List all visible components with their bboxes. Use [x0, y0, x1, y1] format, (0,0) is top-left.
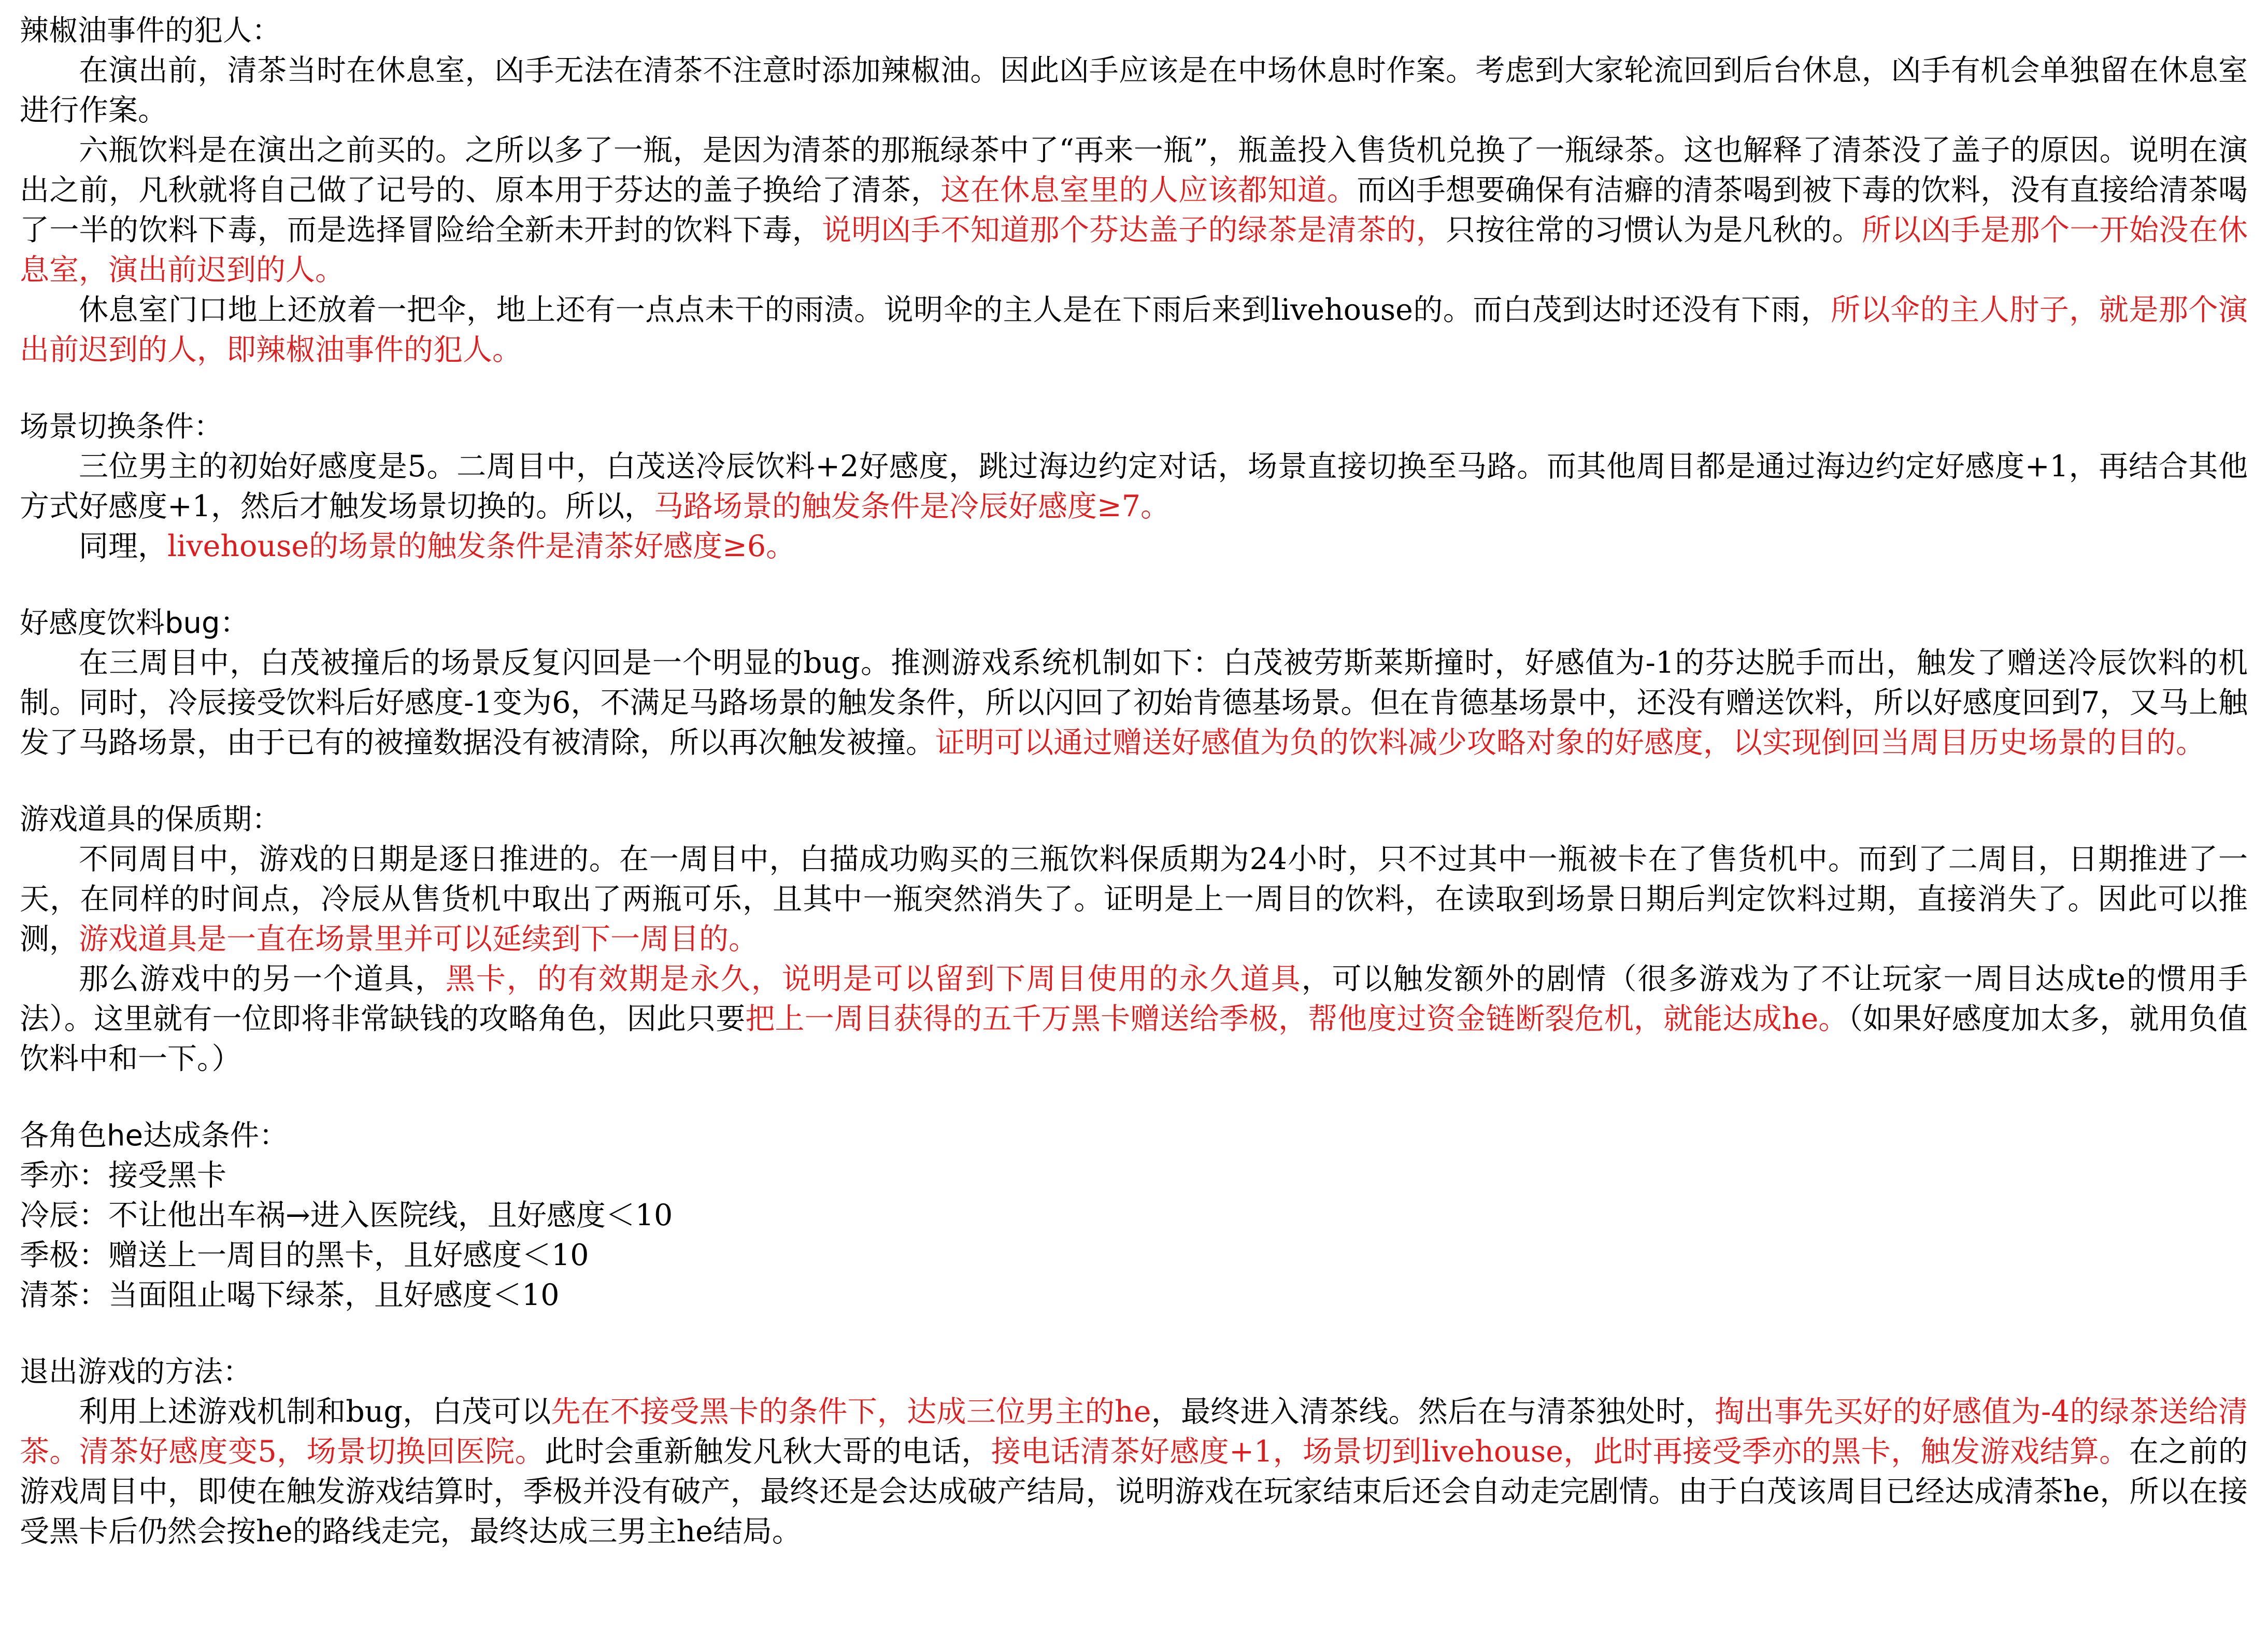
highlighted-text: 所以伞的主人肘子，就是那个演出前迟到的人，即辣椒油事件的犯人。 — [20, 293, 2248, 367]
condition-line: 季极：赠送上一周目的黑卡，且好感度＜10 — [20, 1238, 589, 1272]
condition-line: 清茶：当面阻止喝下绿茶，且好感度＜10 — [20, 1278, 560, 1312]
section — [20, 11, 2248, 370]
paragraph — [20, 527, 2248, 566]
body-text: 休息室门口地上还放着一把伞，地上还有一点点未干的雨渍。说明伞的主人是在下雨后来到livehouse的。而白茂到达时还没有下雨， — [79, 293, 1831, 327]
body-text: 六瓶饮料是在演出之前买的。之所以多了一瓶，是因为清茶的那瓶绿茶中了“再来一瓶”，瓶盖投入售货机兑换了一瓶绿茶。这也解释了清茶没了盖子的原因。说明在演出之前，凡秋就将自己做了记号的、原本用于芬达的盖子换给了清茶， — [20, 133, 2248, 207]
highlighted-text: 所以凶手是那个一开始没在休息室，演出前迟到的人。 — [20, 213, 2248, 287]
section-heading: 游戏道具的保质期： — [20, 803, 281, 836]
body-text: 利用上述游戏机制和bug，白茂可以 — [79, 1395, 551, 1429]
body-text: ，可以触发额外的剧情（很多游戏为了不让玩家一周目达成te的惯用手法）。这里就有一位即将非常缺钱的攻略角色，因此只要 — [20, 962, 2248, 1036]
paragraph — [20, 447, 2248, 527]
section-heading: 各角色he达成条件： — [20, 1119, 288, 1153]
section-heading: 好感度饮料bug： — [20, 606, 249, 640]
body-text: 在之前的游戏周目中，即使在触发游戏结算时，季极并没有破产，最终还是会达成破产结局，说明游戏在玩家结束后还会自动走完剧情。由于白茂该周目已经达成清茶he，所以在接受黑卡后仍然会按he的路线走完，最终达成三男主he结局。 — [20, 1435, 2248, 1549]
highlighted-text: 马路场景的触发条件是冷辰好感度≥7。 — [654, 489, 1171, 523]
section — [20, 1353, 2248, 1552]
paragraph — [20, 840, 2248, 959]
highlighted-text: 把上一周目获得的五千万黑卡赠送给季极，帮他度过资金链断裂危机，就能达成he。 — [745, 1002, 1848, 1036]
paragraph — [20, 290, 2248, 370]
document-body — [20, 11, 2248, 1589]
paragraph — [20, 643, 2248, 763]
section — [20, 604, 2248, 763]
body-text: 此时会重新触发凡秋大哥的电话， — [545, 1435, 991, 1469]
condition-line: 冷辰：不让他出车祸→进入医院线，且好感度＜10 — [20, 1198, 673, 1232]
highlighted-text: 掏出事先买好的好感值为-4的绿茶送给清茶。清茶好感度变5，场景切换回医院。 — [20, 1395, 2248, 1469]
body-text: 不同周目中，游戏的日期是逐日推进的。在一周目中，白描成功购买的三瓶饮料保质期为24小时，只不过其中一瓶被卡在了售货机中。而到了二周目，日期推进了一天，在同样的时间点，冷辰从售货机中取出了两瓶可乐，且其中一瓶突然消失了。证明是上一周目的饮料，在读取到场景日期后判定饮料过期，直接消失了。因此可以推测， — [20, 842, 2248, 956]
highlighted-text: 接电话清茶好感度+1，场景切到livehouse，此时再接受季亦的黑卡，触发游戏结算。 — [991, 1435, 2129, 1469]
section — [20, 800, 2248, 1079]
section-heading: 场景切换条件： — [20, 410, 223, 444]
highlighted-text: 游戏道具是一直在场景里并可以延续到下一周目的。 — [79, 922, 758, 956]
highlighted-text: 黑卡，的有效期是永久，说明是可以留到下周目使用的永久道具 — [445, 962, 1302, 996]
body-text: 在三周目中，白茂被撞后的场景反复闪回是一个明显的bug。推测游戏系统机制如下：白茂被劳斯莱斯撞时，好感值为-1的芬达脱手而出，触发了赠送冷辰饮料的机制。同时，冷辰接受饮料后好感度-1变为6，不满足马路场景的触发条件，所以闪回了初始肯德基场景。但在肯德基场景中，还没有赠送饮料，所以好感度回到7，又马上触发了马路场景，由于已有的被撞数据没有被清除，所以再次触发被撞。 — [20, 646, 2248, 760]
highlighted-text: 这在休息室里的人应该都知道。 — [940, 173, 1357, 207]
paragraph — [20, 131, 2248, 290]
highlighted-text: 说明凶手不知道那个芬达盖子的绿茶是清茶的， — [822, 213, 1446, 247]
body-text: 只按往常的习惯认为是凡秋的。 — [1446, 213, 1862, 247]
section — [20, 407, 2248, 566]
paragraph — [20, 51, 2248, 131]
body-text: 而凶手想要确保有洁癖的清茶喝到被下毒的饮料，没有直接给清茶喝了一半的饮料下毒，而是选择冒险给全新未开封的饮料下毒， — [20, 173, 2248, 247]
condition-line: 季亦：接受黑卡 — [20, 1158, 226, 1193]
highlighted-text: 证明可以通过赠送好感值为负的饮料减少攻略对象的好感度，以实现倒回当周目历史场景的目的。 — [935, 726, 2205, 760]
body-text: ，最终进入清茶线。然后在与清茶独处时， — [1151, 1395, 1715, 1429]
highlighted-text: livehouse的场景的触发条件是清茶好感度≥6。 — [167, 529, 796, 563]
highlighted-text: 先在不接受黑卡的条件下，达成三位男主的he — [551, 1395, 1151, 1429]
body-text: 那么游戏中的另一个道具， — [79, 962, 446, 996]
paragraph — [20, 1392, 2248, 1552]
section-heading: 辣椒油事件的犯人： — [20, 14, 281, 48]
paragraph — [20, 959, 2248, 1079]
body-text: 在演出前，清茶当时在休息室，凶手无法在清茶不注意时添加辣椒油。因此凶手应该是在中场休息时作案。考虑到大家轮流回到后台休息，凶手有机会单独留在休息室进行作案。 — [20, 53, 2248, 127]
body-text: 三位男主的初始好感度是5。二周目中，白茂送冷辰饮料+2好感度，跳过海边约定对话，场景直接切换至马路。而其他周目都是通过海边约定好感度+1，再结合其他方式好感度+1，然后才触发场景切换的。所以， — [20, 449, 2248, 523]
body-text: 同理， — [79, 529, 167, 563]
body-text: （如果好感度加太多，就用负值饮料中和一下。） — [20, 1002, 2248, 1076]
section — [20, 1116, 2248, 1315]
section-heading: 退出游戏的方法： — [20, 1355, 252, 1389]
